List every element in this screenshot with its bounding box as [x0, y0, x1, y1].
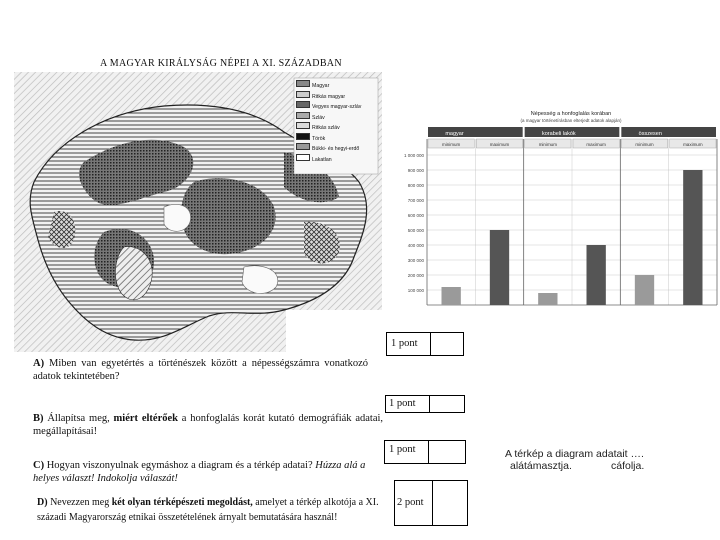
chart-group-label: magyar [445, 131, 464, 137]
legend-item-vegyes: Vegyes magyar-szláv [296, 101, 382, 112]
answer-box-c[interactable] [428, 440, 466, 464]
legend-item-ritkas-magyar: Ritkás magyar [296, 91, 382, 102]
question-d-text-2: amelyet a térkép alkotója a XI. századi Magyarország etnikai összetételének árnyalt bemutatására használ! [37, 497, 379, 523]
chart-ytick-label: 400 000 [407, 243, 424, 248]
question-b-emph: miért eltérőek [113, 413, 178, 424]
chart-ytick-label: 900 000 [407, 168, 424, 173]
chart-ytick-label: 1 000 000 [403, 153, 424, 158]
chart-bar [442, 287, 461, 305]
answer-box-d[interactable] [432, 480, 468, 526]
chart-ytick-label: 800 000 [407, 183, 424, 188]
chart-bar [538, 293, 557, 305]
map-title: A MAGYAR KIRÁLYSÁG NÉPEI A XI. SZÁZADBAN [100, 58, 342, 69]
question-c-text: Hogyan viszonyulnak egymáshoz a diagram és a térkép adatai? [46, 460, 313, 471]
question-c-label: C) [33, 460, 45, 471]
chart-bar [490, 230, 509, 305]
chart-group-label: korabeli lakók [542, 131, 576, 137]
chart-ytick-label: 600 000 [407, 213, 424, 218]
chart-title: Népesség a honfoglalás korában [530, 111, 612, 117]
legend-item-torok: Török [296, 133, 382, 144]
answer-box-a[interactable] [430, 332, 464, 356]
legend-item-lakatlan: Lakatlan [296, 154, 382, 165]
note-option-1[interactable]: alátámasztja. [510, 460, 572, 472]
chart-subtitle: (a magyar történetírásban elterjedt adatok alapján) [520, 118, 622, 123]
chart-category-label: maximum [489, 142, 510, 147]
question-c [33, 459, 383, 485]
question-a-text: Miben van egyetértés a történészek között a népességszámra vonatkozó adatok tekintetében? [33, 358, 368, 382]
points-a: 1 pont [391, 338, 418, 349]
points-b: 1 pont [389, 398, 416, 409]
question-d [37, 495, 397, 525]
note-option-2[interactable]: cáfolja. [611, 460, 645, 472]
chart-category-label: maximum [683, 142, 703, 147]
chart-category-label: minimum [635, 142, 654, 147]
chart-category-label: maximum [586, 142, 606, 147]
population-chart [385, 105, 720, 315]
map-legend-list [296, 80, 382, 164]
chart-ytick-label: 700 000 [407, 198, 424, 203]
chart-category-label: minimum [538, 142, 557, 147]
points-c: 1 pont [389, 444, 416, 455]
chart-group-header [621, 127, 716, 137]
chart-bar [587, 245, 606, 305]
question-d-text-1: Nevezzen meg [50, 497, 110, 508]
question-d-label: D) [37, 497, 48, 508]
legend-item-ritkas-szlav: Ritkás szláv [296, 122, 382, 133]
legend-item-szlav: Szláv [296, 112, 382, 123]
chart-category-label: minimum [442, 142, 461, 147]
legend-item-erdo: Bükki- és hegyi-erdő [296, 143, 382, 154]
chart-ytick-label: 100 000 [407, 288, 424, 293]
chart-ytick-label: 200 000 [407, 273, 424, 278]
chart-ytick-label: 500 000 [407, 228, 424, 233]
question-b [33, 412, 383, 438]
points-d: 2 pont [397, 497, 424, 508]
legend-item-magyar: Magyar [296, 80, 382, 91]
question-b-text-2: a honfoglalás korát kutató demográfiák adatai, megállapításai! [33, 413, 384, 437]
question-b-label: B) [33, 413, 44, 424]
question-d-emph: két olyan térképészeti megoldást, [111, 497, 253, 508]
chart-group-label: összesen [638, 131, 662, 137]
question-a-label: A) [33, 358, 45, 369]
question-b-text-1: Állapítsa meg, [47, 413, 110, 424]
chart-group-header [428, 127, 523, 137]
question-c-italic: Húzza alá a helyes választ! Indokolja válaszát! [33, 460, 366, 484]
chart-bar [635, 275, 654, 305]
chart-ytick-label: 300 000 [407, 258, 424, 263]
chart-bar [683, 170, 702, 305]
question-a [33, 357, 368, 383]
answer-box-b[interactable] [429, 395, 465, 413]
note-line1: A térkép a diagram adatait …. [505, 448, 644, 460]
